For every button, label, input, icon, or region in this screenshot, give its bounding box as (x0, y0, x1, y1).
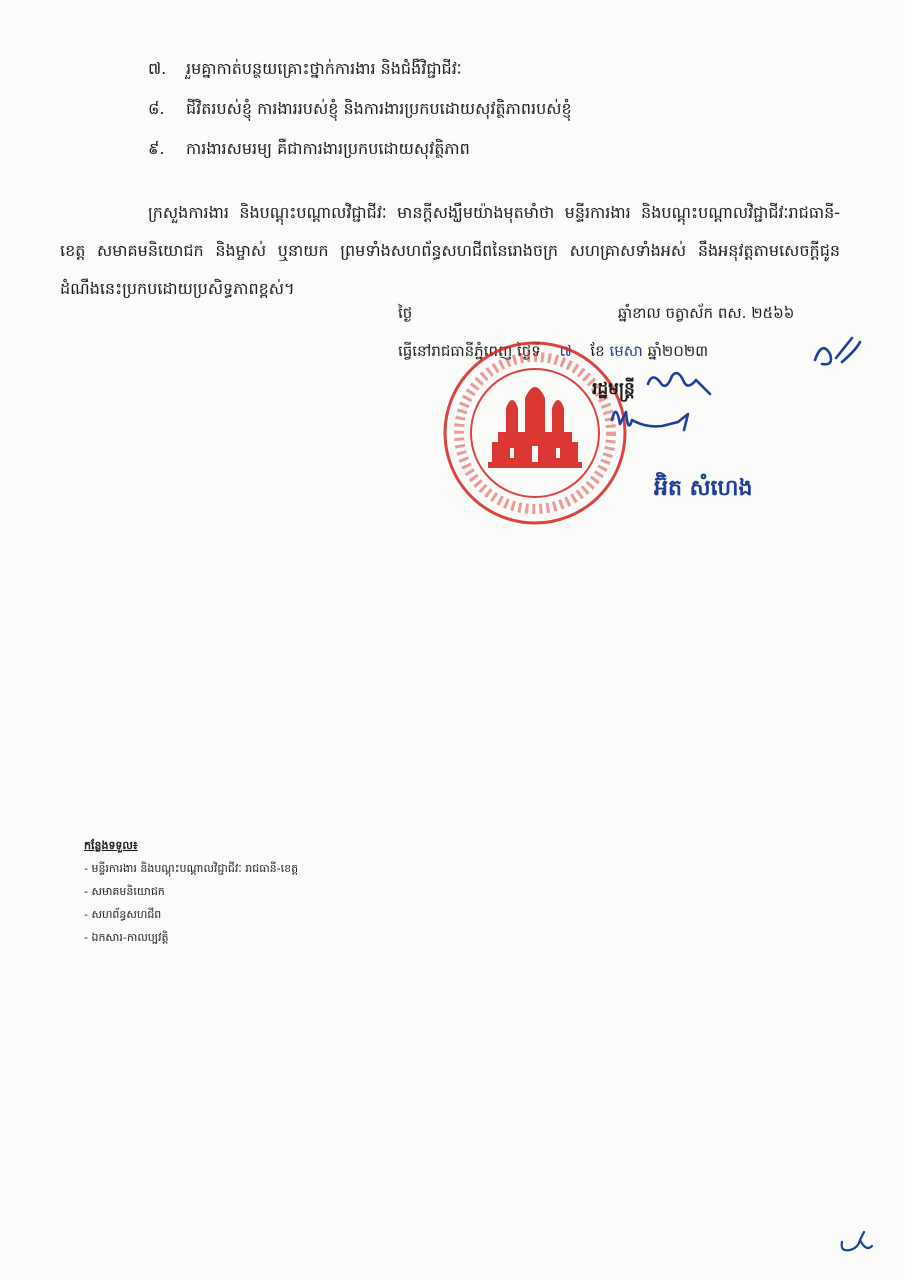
body-paragraph: ក្រសួងការងារ និងបណ្តុះបណ្តាលវិជ្ជាជីវៈ មានក្តីសង្ឃឹមយ៉ាងមុតមាំថា មន្ទីរការងារ និងបណ្តុះបណ្តាលវិជ្ជាជីវៈរាជធានី-ខេត្ត សមាគមនិយោជក និងម្ចាស់ ឬនាយក ព្រមទាំងសហព័ន្ធសហជីពនៃរោងចក្រ សហគ្រាសទាំងអស់ នឹងអនុវត្តតាមសេចក្តីជូនដំណឹងនេះប្រកបដោយប្រសិទ្ធភាពខ្ពស់។ (60, 203, 840, 298)
month-label: ខែ (590, 342, 605, 360)
list-text: រួមគ្នាកាត់បន្ថយគ្រោះថ្នាក់ការងារ និងជំងឺវិជ្ជាជីវៈ (186, 59, 462, 78)
month-handwritten: មេសា (609, 342, 643, 360)
year: ឆ្នាំ២០២៣ (647, 342, 709, 360)
date-prefix: ថ្ងៃ (398, 304, 413, 322)
minister-title: រដ្ឋមន្ត្រី (592, 379, 635, 399)
recipients-block (84, 834, 298, 949)
place-prefix: ធ្វើនៅរាជធានីភ្នំពេញ ថ្ងៃទី (398, 342, 541, 360)
list-number: ៨. (148, 99, 165, 118)
list-text: ជីវិតរបស់ខ្ញុំ ការងាររបស់ខ្ញុំ និងការងារប្រកបដោយសុវត្ថិភាពរបស់ខ្ញុំ (186, 99, 572, 118)
recipient-item: - សមាគមនិយោជក (84, 885, 165, 898)
recipient-item: - ឯកសារ-កាលប្បវត្តិ (84, 931, 169, 944)
list-text: ការងារសមរម្យ គឺជាការងារប្រកបដោយសុវត្ថិភាព (186, 139, 470, 158)
lunar-year: ឆ្នាំខាល ចត្វាស័ក ពស. ២៥៦៦ (617, 304, 795, 322)
day-handwritten: ៧ (559, 342, 572, 360)
recipient-item: - មន្ទីរការងារ និងបណ្តុះបណ្តាលវិជ្ជាជីវៈ រាជធានី-ខេត្ត (84, 862, 299, 875)
recipients-title: កន្លែងទទួល៖ (84, 839, 138, 852)
signature-icon (560, 320, 880, 450)
list-item (148, 58, 848, 98)
recipient-item: - សហព័ន្ធសហជីព (84, 908, 162, 921)
list-number: ៩. (148, 139, 165, 158)
list-item (148, 98, 848, 138)
list-number: ៧. (148, 59, 167, 78)
page-number-handwritten-icon (836, 1228, 876, 1258)
minister-name: អ៊ិត សំហេង (654, 476, 753, 501)
list-item (148, 138, 848, 178)
numbered-list (148, 58, 848, 178)
